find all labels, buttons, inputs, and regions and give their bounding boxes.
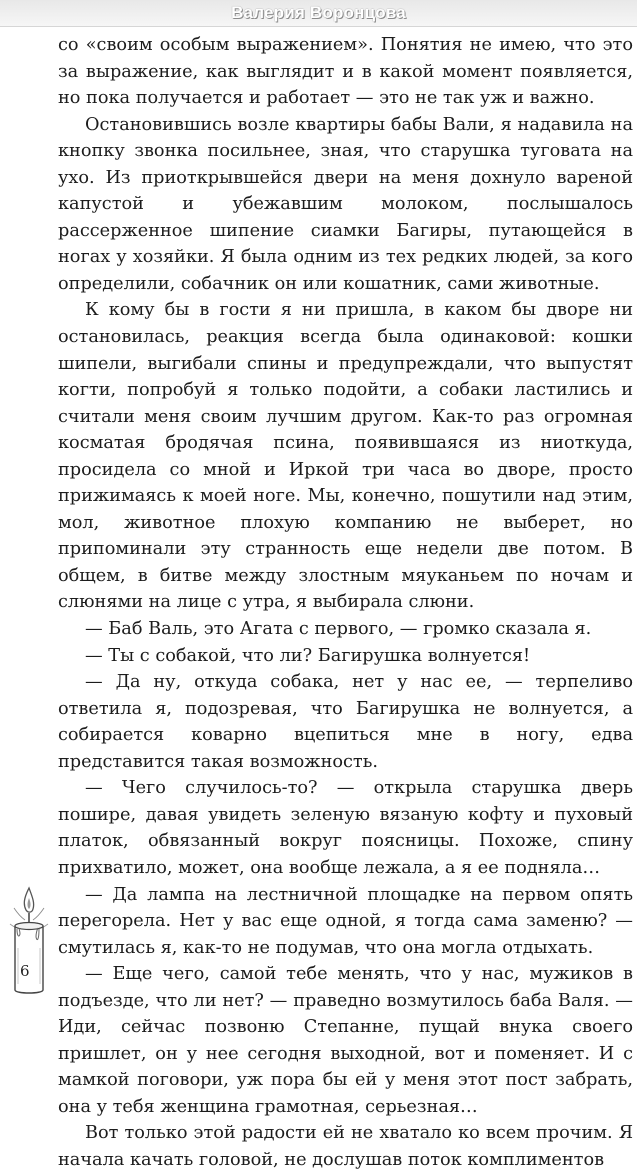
paragraph: со «своим особым выражением». Понятия не имею, что это за выражение, как выглядит и в какой момент появляется, но пока получается и работает — это не так уж и важно. (58, 35, 633, 109)
paragraph: — Еще чего, самой тебе менять, что у нас, мужиков в подъезде, что ли нет? — праведно возмутилось баба Валя. — Иди, сейчас позвоню Степанне, пущай внука своего пришлет, он у нее сегодня выходной, вот и поменяет. И с мамкой поговори, уж пора бы ей у меня этот пост забрать, она у тебя женщина грамотная, серьезная… (58, 964, 633, 1117)
page-body (58, 32, 633, 1174)
paragraph: — Баб Валь, это Агата с первого, — громко сказала я. (85, 619, 592, 640)
paragraph: — Да ну, откуда собака, нет у нас ее, — терпеливо ответила я, подозревая, что Багирушка не волнуется, а собирается коварно вцепиться мне в ногу, едва представится такая возможность. (58, 672, 633, 772)
running-title: Валерия Воронцова (231, 3, 406, 22)
paragraph: — Чего случилось-то? — открыла старушка дверь пошире, давая увидеть зеленую вязаную кофту и пуховый платок, обвязанный вокруг поясницы. Похоже, спину прихватило, может, она вообще лежала, а я ее подняла… (58, 778, 633, 878)
paragraph: — Да лампа на лестничной площадке на первом опять перегорела. Нет у вас еще одной, я тогда сама заменю? — смутилась я, как-то не подумав, что она могла отдыхать. (58, 884, 633, 958)
page-number: 6 (20, 962, 30, 980)
candle-icon (2, 880, 54, 998)
paragraph: — Ты с собакой, что ли? Багирушка волнуется! (85, 645, 531, 666)
paragraph: К кому бы в гости я ни пришла, в каком бы дворе ни остановилась, реакция всегда была одинаковой: кошки шипели, выгибали спины и предупреждали, что выпустят когти, попробуй я только подойти, а собаки ластились и считали меня своим лучшим другом. Как-то раз огромная косматая бродячая псина, появившаяся из ниоткуда, просидела со мной и Иркой три часа во дворе, просто прижимаясь к моей ноге. Мы, конечно, пошутили над этим, мол, животное плохую компанию не выберет, но припоминали эту странность еще недели две потом. В общем, в битве между злостным мяуканьем по ночам и слюнями на лице с утра, я выбирала слюни. (58, 300, 633, 613)
running-header (0, 0, 637, 27)
paragraph: Остановившись возле квартиры бабы Вали, я надавила на кнопку звонка посильнее, зная, что старушка туговата на ухо. Из приоткрывшейся двери на меня дохнуло вареной капустой и убежавшим молоком, послышалось рассерженное шипение сиамки Багиры, путающейся в ногах у хозяйки. Я была одним из тех редких людей, за кого определили, собачник он или кошатник, сами животные. (58, 114, 633, 294)
paragraph: Вот только этой радости ей не хватало ко всем прочим. Я начала качать головой, не дослушав поток комплиментов (58, 1123, 633, 1170)
page-number-ornament (2, 880, 54, 998)
